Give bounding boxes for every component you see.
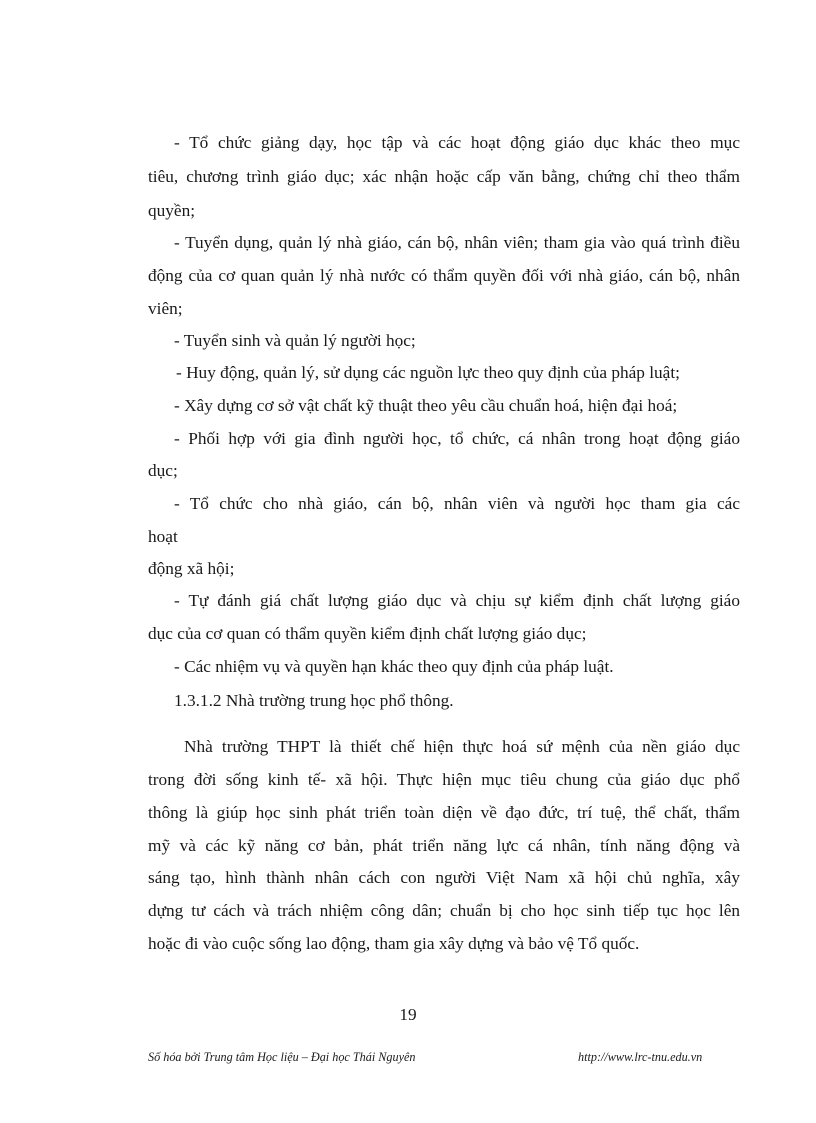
text-line: động xã hội; (148, 559, 235, 578)
text-line: dục của cơ quan có thẩm quyền kiểm định chất lượng giáo dục; (148, 624, 587, 643)
text-line: - Tổ chức cho nhà giáo, cán bộ, nhân viên và người học tham gia các (174, 494, 740, 513)
text-line: hoặc đi vào cuộc sống lao động, tham gia xây dựng và bảo vệ Tổ quốc. (148, 934, 640, 953)
text-line: - Tổ chức giảng dạy, học tập và các hoạt động giáo dục khác theo mục (174, 133, 740, 152)
text-line: - Tự đánh giá chất lượng giáo dục và chịu sự kiểm định chất lượng giáo (174, 591, 740, 610)
text-line: trong đời sống kinh tế- xã hội. Thực hiện mục tiêu chung của giáo dục phổ (148, 770, 740, 789)
section-heading: 1.3.1.2 Nhà trường trung học phổ thông. (174, 691, 454, 710)
footer-credit: Số hóa bởi Trung tâm Học liệu – Đại học Thái Nguyên (148, 1050, 416, 1064)
text-line: dựng tư cách và trách nhiệm công dân; chuẩn bị cho học sinh tiếp tục học lên (148, 901, 740, 920)
page-number: 19 (399, 1005, 417, 1024)
text-line: thông là giúp học sinh phát triển toàn diện về đạo đức, trí tuệ, thể chất, thẩm (148, 803, 740, 822)
text-line: dục; (148, 461, 178, 480)
text-line: mỹ và các kỹ năng cơ bản, phát triển năng lực cá nhân, tính năng động và (148, 836, 740, 855)
text-line: - Tuyển dụng, quản lý nhà giáo, cán bộ, nhân viên; tham gia vào quá trình điều (174, 233, 740, 252)
text-line: tiêu, chương trình giáo dục; xác nhận hoặc cấp văn bằng, chứng chỉ theo thẩm (148, 167, 740, 186)
text-line: - Huy động, quản lý, sử dụng các nguồn lực theo quy định của pháp luật; (176, 363, 680, 382)
text-line: - Phối hợp với gia đình người học, tổ chức, cá nhân trong hoạt động giáo (174, 429, 740, 448)
text-line: Nhà trường THPT là thiết chế hiện thực hoá sứ mệnh của nền giáo dục (184, 737, 740, 756)
text-line: - Các nhiệm vụ và quyền hạn khác theo quy định của pháp luật. (174, 657, 614, 676)
text-line: viên; (148, 299, 183, 318)
footer-url: http://www.lrc-tnu.edu.vn (578, 1050, 703, 1064)
text-line: động của cơ quan quản lý nhà nước có thẩm quyền đối với nhà giáo, cán bộ, nhân (148, 266, 740, 285)
text-line: - Tuyển sinh và quản lý người học; (174, 331, 416, 350)
text-line: quyền; (148, 201, 196, 220)
text-line: hoạt (148, 527, 178, 546)
text-line: - Xây dựng cơ sở vật chất kỹ thuật theo yêu cầu chuẩn hoá, hiện đại hoá; (174, 396, 678, 415)
text-line: sáng tạo, hình thành nhân cách con người Việt Nam xã hội chủ nghĩa, xây (148, 868, 740, 887)
